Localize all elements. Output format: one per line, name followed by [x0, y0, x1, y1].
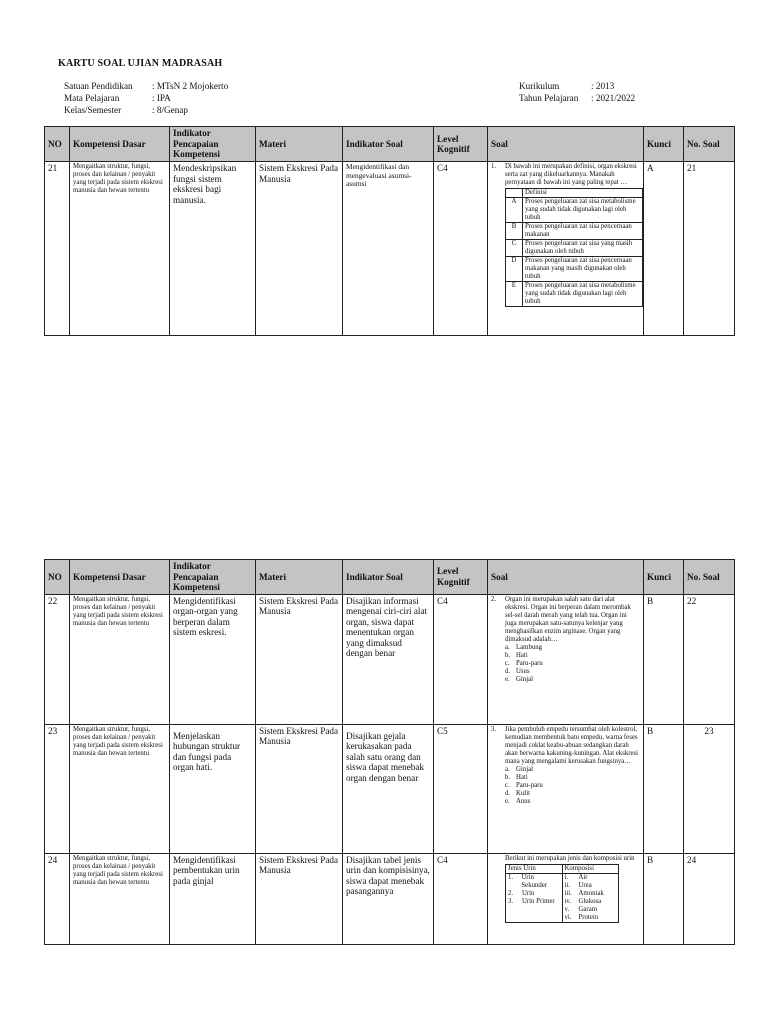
cell-kd: Mengaitkan struktur, fungsi, proses dan kelainan / penyakit yang terjadi pada sistem ekskresi manusia dan hewan tertentu	[70, 162, 170, 336]
cell-level: C4	[434, 162, 488, 336]
cell-level: C4	[434, 853, 488, 944]
table-header-row	[45, 560, 735, 595]
info-value: : 8/Genap	[152, 105, 188, 115]
school-info	[64, 80, 228, 116]
option-text: Paru-paru	[516, 781, 543, 789]
table-header-row	[45, 127, 735, 162]
col-header-soal: Soal	[488, 127, 644, 162]
cell-indikator: Disajikan informasi mengenai ciri-ciri alat organ, siswa dapat menentukan organ yang dimaksud dengan benar	[343, 594, 434, 724]
table-row	[45, 724, 735, 853]
cell-kunci: B	[644, 594, 684, 724]
question-text: Jika pembuluh empedu tersumbat oleh kolestrol, kemudian membentuk batu empedu, warna feses menjadi coklat keabu-abuan sedangkan darah akan berwarna kakuning-kuningan. Alat ekskresi mana yang mengalami kerusakan fungsinya…	[505, 725, 639, 765]
col-header-kunci: Kunci	[644, 560, 684, 595]
col-header-ipk: Indikator Pencapaian Kompetensi	[170, 127, 256, 162]
col-header-level: Level Kognitif	[434, 560, 488, 595]
question-card-table-1	[44, 126, 735, 336]
option-key: a.	[505, 765, 510, 773]
definition-table	[505, 188, 643, 307]
cell-soal	[488, 724, 644, 853]
cell-kd: Mengaitkan struktur, fungsi, proses dan kelainan / penyakit yang terjadi pada sistem ekskresi manusia dan hewan tertentu	[70, 853, 170, 944]
info-value: : 2021/2022	[591, 93, 636, 103]
cell-ipk: Mendeskripsikan fungsi sistem ekskresi bagi manusia.	[170, 162, 256, 336]
col-header-materi: Materi	[256, 127, 343, 162]
table-row	[45, 594, 735, 724]
definition-header: Definisi	[523, 189, 643, 198]
option-text: Anus	[516, 797, 531, 805]
question-number: 3.	[491, 725, 497, 733]
urine-table	[505, 864, 619, 923]
cell-nosoal: 22	[684, 594, 735, 724]
komposisi-num: v.	[564, 905, 570, 913]
col-header-materi: Materi	[256, 560, 343, 595]
table-row	[45, 853, 735, 944]
cell-ipk: Menjelaskan hubungan struktur dan fungsi pada organ hati.	[170, 724, 256, 853]
komposisi-num: vi.	[564, 913, 572, 921]
jenis-text: Urin Sekunder	[521, 873, 548, 889]
cell-indikator: Mengidentifikasi dan mengevaluasi asumsi-asumsi	[343, 162, 434, 336]
komposisi-num: iv.	[564, 897, 572, 905]
col-header-kd: Kompetensi Dasar	[70, 127, 170, 162]
option-text: Ginjal	[516, 765, 533, 773]
cell-kunci: B	[644, 853, 684, 944]
cell-no: 21	[45, 162, 70, 336]
option-key: D	[506, 257, 523, 282]
document-title: KARTU SOAL UJIAN MADRASAH	[58, 58, 223, 69]
info-value: : MTsN 2 Mojokerto	[152, 81, 229, 91]
option-text: Proses pengeluaran zat sisa pencernaan makanan yang masih digunakan oleh tubuh	[523, 257, 643, 282]
cell-soal	[488, 594, 644, 724]
cell-kd: Mengaitkan struktur, fungsi, proses dan kelainan / penyakit yang terjadi pada sistem ekskresi manusia dan hewan tertentu	[70, 594, 170, 724]
option-key: A	[506, 198, 523, 223]
option-text: Hati	[516, 773, 528, 781]
jenis-header: Jenis Urin	[506, 864, 563, 873]
jenis-num: 3.	[508, 897, 514, 905]
cell-soal	[488, 162, 644, 336]
komposisi-text: Air	[578, 873, 588, 881]
question-card-table-2	[44, 559, 735, 945]
option-text: Kulit	[516, 789, 530, 797]
col-header-no: NO	[45, 127, 70, 162]
question-text: Organ ini merupakan salah satu dari alat ekskresi. Organ ini berperan dalam merombak sel-sel darah merah yang telah tua. Organ ini juga merupakan satu-satunya kelenjar yang menghasilkan enzim arginase. Organ yang dimaksud adalah…	[505, 595, 631, 643]
cell-ipk: Mengidentifikasi organ-organ yang berperan dalam sistem eskresi.	[170, 594, 256, 724]
question-number: 2.	[491, 595, 497, 603]
cell-kunci: B	[644, 724, 684, 853]
info-label: Satuan Pendidikan	[64, 81, 133, 91]
cell-materi: Sistem Ekskresi Pada Manusia	[256, 853, 343, 944]
question-number: 1.	[491, 163, 497, 170]
jenis-text: Urin Primer	[522, 897, 555, 905]
info-label: Tahun Pelajaran	[519, 93, 579, 103]
cell-no: 24	[45, 853, 70, 944]
option-key: c.	[505, 781, 510, 789]
option-key: c.	[505, 659, 510, 667]
komposisi-text: Protein	[578, 913, 599, 921]
option-key: d.	[505, 789, 511, 797]
cell-soal	[488, 853, 644, 944]
curriculum-info	[519, 80, 635, 104]
komposisi-text: Amoniak	[578, 889, 604, 897]
cell-nosoal: 21	[684, 162, 735, 336]
col-header-soal: Soal	[488, 560, 644, 595]
cell-level: C5	[434, 724, 488, 853]
col-header-indikator: Indikator Soal	[343, 560, 434, 595]
jenis-num: 2.	[508, 889, 514, 897]
info-label: Kurikulum	[519, 81, 560, 91]
option-key: b.	[505, 651, 511, 659]
komposisi-text: Garam	[578, 905, 597, 913]
jenis-num: 1.	[508, 873, 514, 881]
option-text: Proses pengeluaran zat sisa yang masih digunakan oleh tubuh	[523, 240, 643, 257]
option-key: C	[506, 240, 523, 257]
jenis-list	[506, 873, 563, 922]
option-key: e.	[505, 797, 510, 805]
cell-level: C4	[434, 594, 488, 724]
option-text: Paru-paru	[516, 659, 543, 667]
option-text: Ginjal	[516, 675, 533, 683]
cell-indikator: Disajikan gejala kerukasakan pada salah satu orang dan siswa dapat menebak organ dengan benar	[343, 724, 434, 853]
jenis-text: Urin	[522, 889, 535, 897]
col-header-kd: Kompetensi Dasar	[70, 560, 170, 595]
option-key: d.	[505, 667, 511, 675]
komposisi-num: iii.	[564, 889, 572, 897]
question-text: Di bawah ini merupakan definisi, organ ekskresi serta zat yang dikeluarkannya. Manakah pernyataan di bawah ini yang paling tepat …	[505, 163, 637, 186]
question-text: Berikut ini merupakan jenis dan komposisi urin	[505, 854, 635, 862]
option-key: E	[506, 282, 523, 307]
cell-no: 22	[45, 594, 70, 724]
table-row	[45, 162, 735, 336]
cell-materi: Sistem Ekskresi Pada Manusia	[256, 724, 343, 853]
komposisi-num: ii.	[564, 881, 570, 889]
option-text: Lambung	[516, 643, 543, 651]
cell-nosoal: 24	[684, 853, 735, 944]
option-text: Usus	[516, 667, 530, 675]
option-key: B	[506, 223, 523, 240]
cell-no: 23	[45, 724, 70, 853]
info-value: : 2013	[591, 81, 615, 91]
komposisi-text: Glukosa	[578, 897, 602, 905]
info-value: : IPA	[152, 93, 171, 103]
option-text: Proses pengeluaran zat sisa metabolisme yang sudah tidak digunakan lagi oleh tubuh	[523, 282, 643, 307]
komposisi-num: i.	[564, 873, 569, 881]
cell-materi: Sistem Ekskresi Pada Manusia	[256, 594, 343, 724]
cell-kd: Mengaitkan struktur, fungsi, proses dan kelainan / penyakit yang terjadi pada sistem ekskresi manusia dan hewan tertentu	[70, 724, 170, 853]
col-header-nosoal: No. Soal	[684, 127, 735, 162]
option-text: Proses pengeluaran zat sisa metabolisme yang sudah tidak digunakan lagi oleh tubuh	[523, 198, 643, 223]
option-key: b.	[505, 773, 511, 781]
komposisi-list	[562, 873, 619, 922]
option-key: a.	[505, 643, 510, 651]
komposisi-header: Komposisi	[562, 864, 619, 873]
col-header-indikator: Indikator Soal	[343, 127, 434, 162]
col-header-kunci: Kunci	[644, 127, 684, 162]
info-label: Mata Pelajaran	[64, 93, 120, 103]
col-header-nosoal: No. Soal	[684, 560, 735, 595]
cell-nosoal: 23	[684, 724, 735, 853]
komposisi-text: Urea	[578, 881, 592, 889]
option-key: e.	[505, 675, 510, 683]
col-header-ipk: Indikator Pencapaian Kompetensi	[170, 560, 256, 595]
col-header-no: NO	[45, 560, 70, 595]
cell-indikator: Disajikan tabel jenis urin dan kompisisinya, siswa dapat menebak pasangannya	[343, 853, 434, 944]
option-text: Proses pengeluaran zat sisa pencernaan makanan	[523, 223, 643, 240]
cell-ipk: Mengidentifikasi pembentukan urin pada ginjal	[170, 853, 256, 944]
cell-kunci: A	[644, 162, 684, 336]
col-header-level: Level Kognitif	[434, 127, 488, 162]
info-label: Kelas/Semester	[64, 105, 122, 115]
option-text: Hati	[516, 651, 528, 659]
cell-materi: Sistem Ekskresi Pada Manusia	[256, 162, 343, 336]
